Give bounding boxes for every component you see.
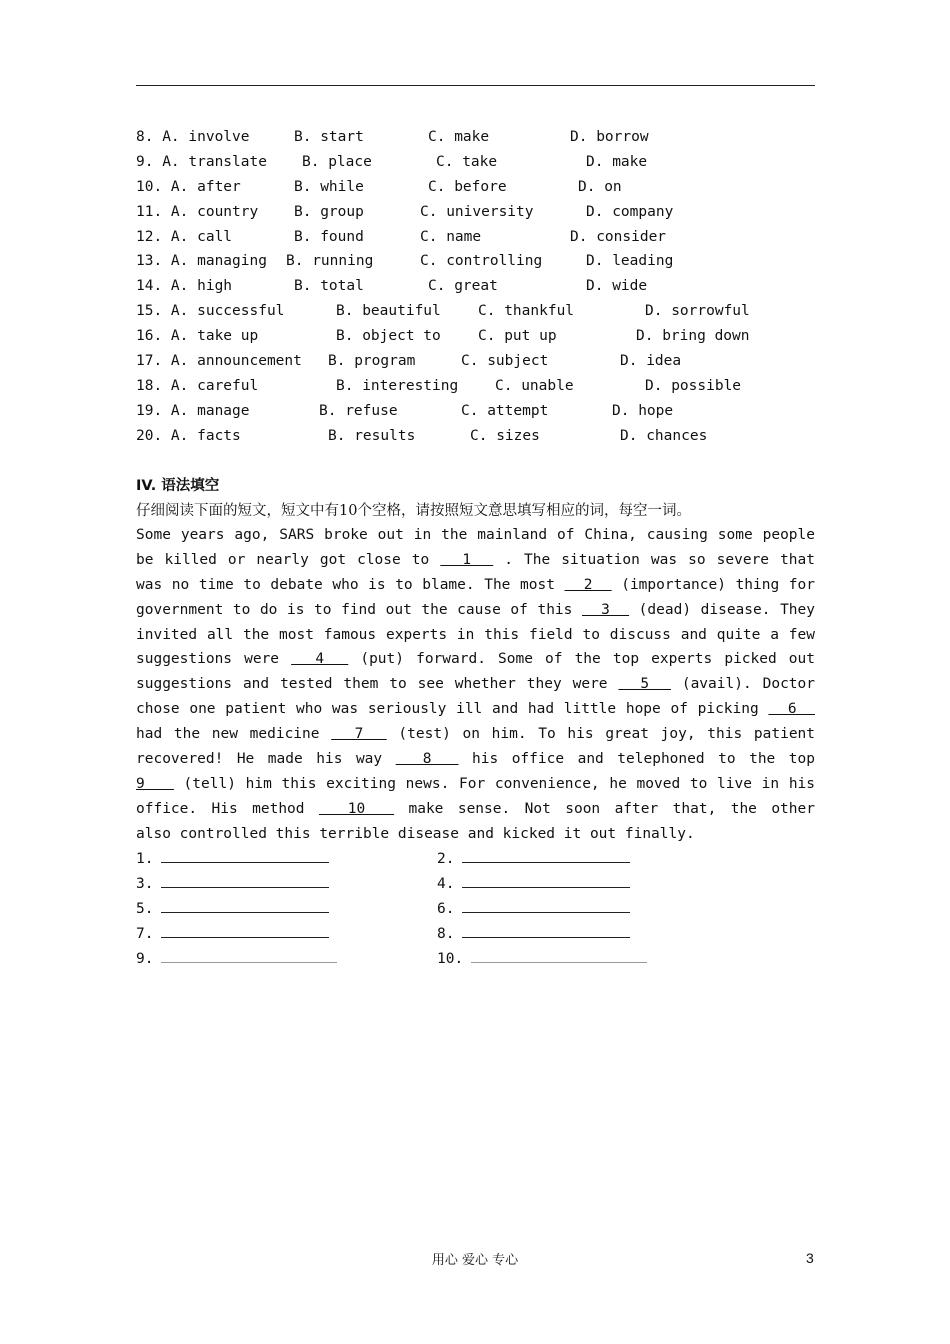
option-c: C. attempt [461, 402, 549, 419]
answer-line-9[interactable] [136, 948, 337, 969]
option-d: D. make [586, 153, 648, 170]
option-c: C. great [428, 278, 498, 295]
option-a: 15. A. successful [136, 303, 285, 320]
option-a: 12. A. call [136, 228, 233, 245]
answer-label: 8. [437, 925, 455, 942]
option-d: D. possible [645, 377, 742, 394]
answer-blank[interactable] [462, 848, 630, 863]
answer-blank[interactable] [161, 923, 329, 938]
option-d: D. hope [612, 402, 674, 419]
option-d: D. idea [620, 353, 682, 370]
answer-line-3[interactable] [136, 873, 329, 894]
answer-label: 9. [136, 950, 154, 967]
answer-label: 10. [437, 950, 464, 967]
answer-blank[interactable] [161, 948, 337, 963]
option-d: D. borrow [570, 129, 649, 145]
passage-line: be killed or nearly got close to 1 . The situation was so severe that [136, 551, 815, 568]
blank: 9 [136, 775, 174, 792]
option-b: B. place [302, 153, 372, 170]
option-b: B. found [294, 228, 364, 245]
option-a: 20. A. facts [136, 427, 241, 444]
answer-blank[interactable] [462, 898, 630, 913]
option-b: B. group [294, 203, 364, 220]
footer-text: 用心 爱心 专心 [431, 1253, 519, 1268]
answer-label: 6. [437, 900, 455, 917]
blank: 6 [768, 701, 815, 718]
option-a: 13. A. managing [136, 253, 267, 270]
option-c: C. before [428, 178, 507, 195]
option-b: B. program [328, 353, 416, 370]
blank: 1 [440, 551, 494, 568]
section-instruction: 仔细阅读下面的短文，短文中有10个空格，请按照短文意思填写相应的词，每空一词。 [136, 503, 691, 519]
passage-line: recovered! He made his way 8 his office and telephoned to the top [136, 751, 815, 768]
option-b: B. start [294, 129, 364, 145]
option-d: D. on [578, 178, 622, 195]
answer-line-7[interactable] [136, 923, 329, 944]
blank: 10 [318, 800, 395, 817]
answer-label: 5. [136, 900, 154, 917]
answer-line-8[interactable] [437, 923, 630, 944]
answer-label: 2. [437, 851, 455, 867]
option-a: 17. A. announcement [136, 353, 302, 370]
blank: 4 [291, 651, 349, 668]
passage-line: chose one patient who was seriously ill and had little hope of picking 6 [136, 701, 815, 718]
passage-line: 9 (tell) him this exciting news. For convenience, he moved to live in his [136, 775, 815, 792]
blank: 5 [618, 676, 671, 693]
option-a: 8. A. involve [136, 129, 250, 145]
section-heading: IV. 语法填空 [136, 478, 220, 494]
option-c: C. unable [495, 377, 574, 394]
passage-line: Some years ago, SARS broke out in the mainland of China, causing some people [136, 527, 815, 543]
option-c: C. university [420, 203, 534, 220]
option-b: B. interesting [336, 377, 459, 394]
option-a: 19. A. manage [136, 402, 250, 419]
option-a: 16. A. take up [136, 328, 259, 345]
option-a: 10. A. after [136, 178, 241, 195]
blank: 8 [395, 751, 459, 768]
passage-line: office. His method 10 make sense. Not soon after that, the other [136, 800, 815, 817]
answer-blank[interactable] [462, 923, 630, 938]
passage [136, 523, 815, 847]
answer-line-4[interactable] [437, 873, 630, 894]
option-a: 14. A. high [136, 278, 233, 295]
answer-label: 7. [136, 925, 154, 942]
answer-line-6[interactable] [437, 898, 630, 919]
option-b: B. while [294, 178, 364, 195]
blank: 2 [564, 576, 612, 593]
answer-line-5[interactable] [136, 898, 329, 919]
option-c: C. sizes [470, 427, 540, 444]
answer-label: 4. [437, 875, 455, 892]
answer-label: 1. [136, 851, 154, 867]
option-b: B. running [286, 253, 374, 270]
answer-blank[interactable] [471, 948, 647, 963]
option-d: D. chances [620, 427, 708, 444]
header-rule [136, 85, 815, 86]
option-d: D. wide [586, 278, 648, 295]
page-number: 3 [806, 1250, 814, 1266]
option-d: D. sorrowful [645, 303, 750, 320]
option-c: C. controlling [420, 253, 543, 270]
answer-line-10[interactable] [437, 948, 647, 969]
answer-line-2[interactable] [437, 848, 630, 869]
option-c: C. subject [461, 353, 549, 370]
option-b: B. beautiful [336, 303, 441, 320]
option-a: 18. A. careful [136, 377, 259, 394]
option-b: B. refuse [319, 402, 398, 419]
passage-line: suggestions and tested them to see whether they were 5 (avail). Doctor [136, 676, 815, 693]
passage-line: also controlled this terrible disease and kicked it out finally. [136, 825, 695, 842]
passage-line: government to do is to find out the cause of this 3 (dead) disease. They [136, 601, 815, 618]
option-d: D. company [586, 203, 674, 220]
passage-line: invited all the most famous experts in this field to discuss and quite a few [136, 626, 815, 643]
passage-line: was no time to debate who is to blame. The most 2 (importance) thing for [136, 576, 815, 593]
answer-blank[interactable] [161, 873, 329, 888]
option-c: C. take [436, 153, 498, 170]
option-c: C. thankful [478, 303, 575, 320]
option-a: 9. A. translate [136, 153, 267, 170]
blank: 7 [331, 726, 387, 743]
answer-blank[interactable] [462, 873, 630, 888]
option-c: C. put up [478, 328, 557, 345]
answer-blank[interactable] [161, 848, 329, 863]
option-c: C. make [428, 129, 490, 145]
option-b: B. results [328, 427, 416, 444]
blank: 3 [581, 601, 630, 618]
answer-label: 3. [136, 875, 154, 892]
option-a: 11. A. country [136, 203, 259, 220]
passage-line: had the new medicine 7 (test) on him. To his great joy, this patient [136, 726, 815, 743]
option-d: D. leading [586, 253, 674, 270]
passage-line: suggestions were 4 (put) forward. Some of the top experts picked out [136, 651, 815, 668]
answer-line-1[interactable] [136, 848, 329, 869]
option-b: B. total [294, 278, 364, 295]
option-c: C. name [420, 228, 482, 245]
option-d: D. consider [570, 228, 667, 245]
option-b: B. object to [336, 328, 441, 345]
option-d: D. bring down [636, 328, 750, 345]
answer-blank[interactable] [161, 898, 329, 913]
